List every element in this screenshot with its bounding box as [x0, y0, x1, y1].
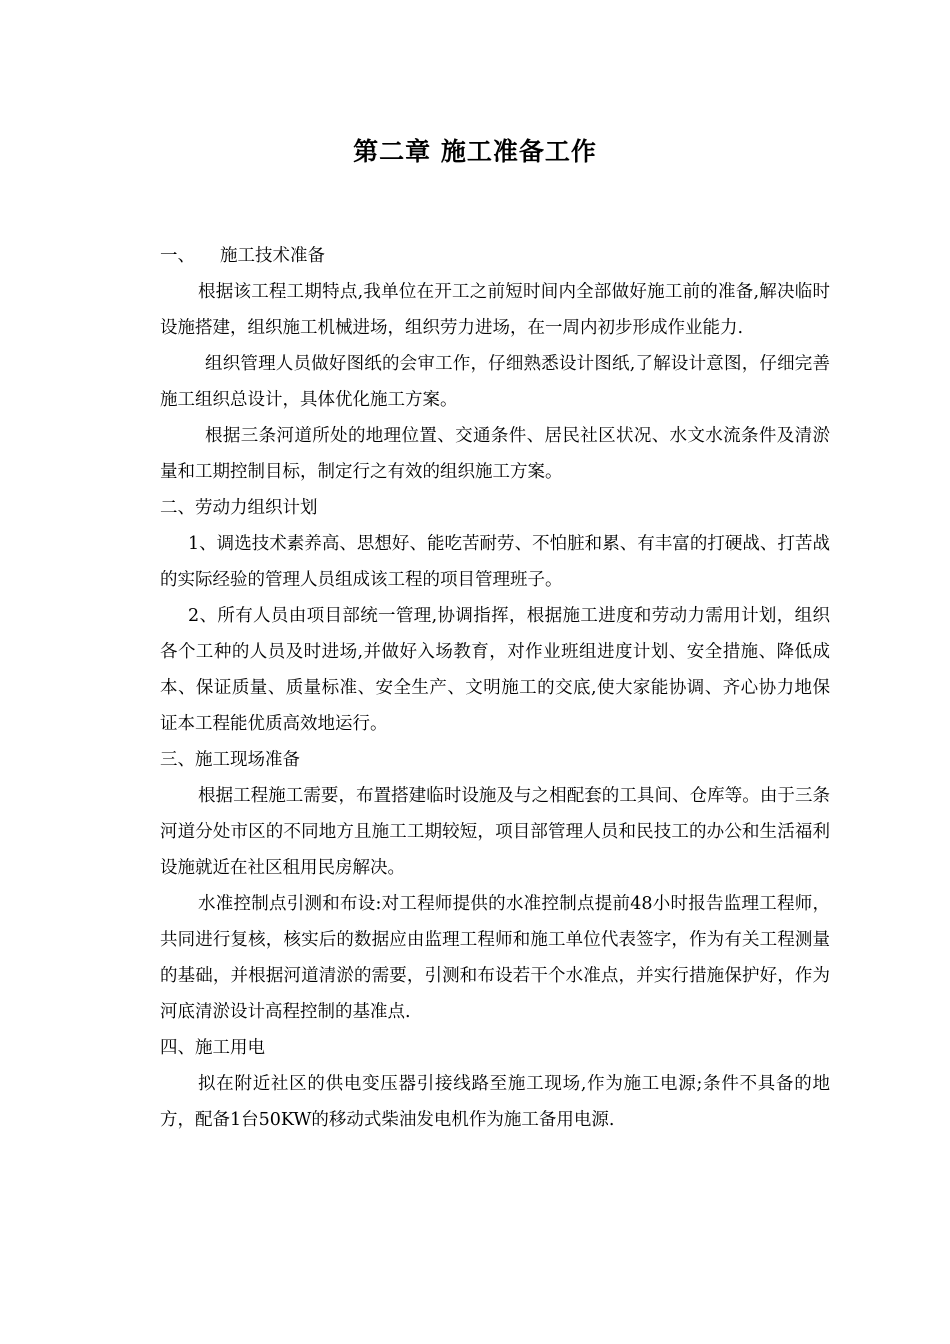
paragraph: 2、所有人员由项目部统一管理,协调指挥，根据施工进度和劳动力需用计划，组织各个工种的人员及时进场,并做好入场教育，对作业班组进度计划、安全措施、降低成本、保证质量、质量标准、安全生产、文明施工的交底,使大家能协调、齐心协力地保证本工程能优质高效地运行。 — [160, 606, 830, 734]
section-heading-1 — [160, 238, 830, 274]
section-heading-4: 四、施工用电 — [160, 1038, 265, 1058]
section-heading-text: 施工技术准备 — [220, 246, 325, 266]
paragraph: 根据工程施工需要，布置搭建临时设施及与之相配套的工具间、仓库等。由于三条河道分处市区的不同地方且施工工期较短，项目部管理人员和民技工的办公和生活福利设施就近在社区租用民房解决。 — [160, 786, 830, 878]
paragraph: 拟在附近社区的供电变压器引接线路至施工现场,作为施工电源;条件不具备的地方，配备1台50KW的移动式柴油发电机作为施工备用电源. — [160, 1074, 830, 1130]
paragraph: 根据三条河道所处的地理位置、交通条件、居民社区状况、水文水流条件及清淤量和工期控制目标，制定行之有效的组织施工方案。 — [160, 426, 830, 482]
paragraph: 水准控制点引测和布设:对工程师提供的水准控制点提前48小时报告监理工程师，共同进行复核，核实后的数据应由监理工程师和施工单位代表签字，作为有关工程测量的基础，并根据河道清淤的需要，引测和布设若干个水准点，并实行措施保护好，作为河底清淤设计高程控制的基准点. — [160, 894, 830, 1022]
section-heading-2: 二、劳动力组织计划 — [160, 498, 318, 518]
paragraph: 组织管理人员做好图纸的会审工作，仔细熟悉设计图纸,了解设计意图，仔细完善施工组织总设计，具体优化施工方案。 — [160, 354, 830, 410]
chapter-title: 第二章 施工准备工作 — [353, 137, 597, 166]
paragraph: 根据该工程工期特点,我单位在开工之前短时间内全部做好施工前的准备,解决临时设施搭建，组织施工机械进场，组织劳力进场，在一周内初步形成作业能力. — [160, 282, 830, 338]
paragraph: 1、调选技术素养高、思想好、能吃苦耐劳、不怕脏和累、有丰富的打硬战、打苦战的实际经验的管理人员组成该工程的项目管理班子。 — [160, 534, 830, 590]
document-body — [160, 238, 830, 1138]
section-heading-3: 三、施工现场准备 — [160, 750, 300, 770]
section-number: 一、 — [160, 246, 195, 266]
